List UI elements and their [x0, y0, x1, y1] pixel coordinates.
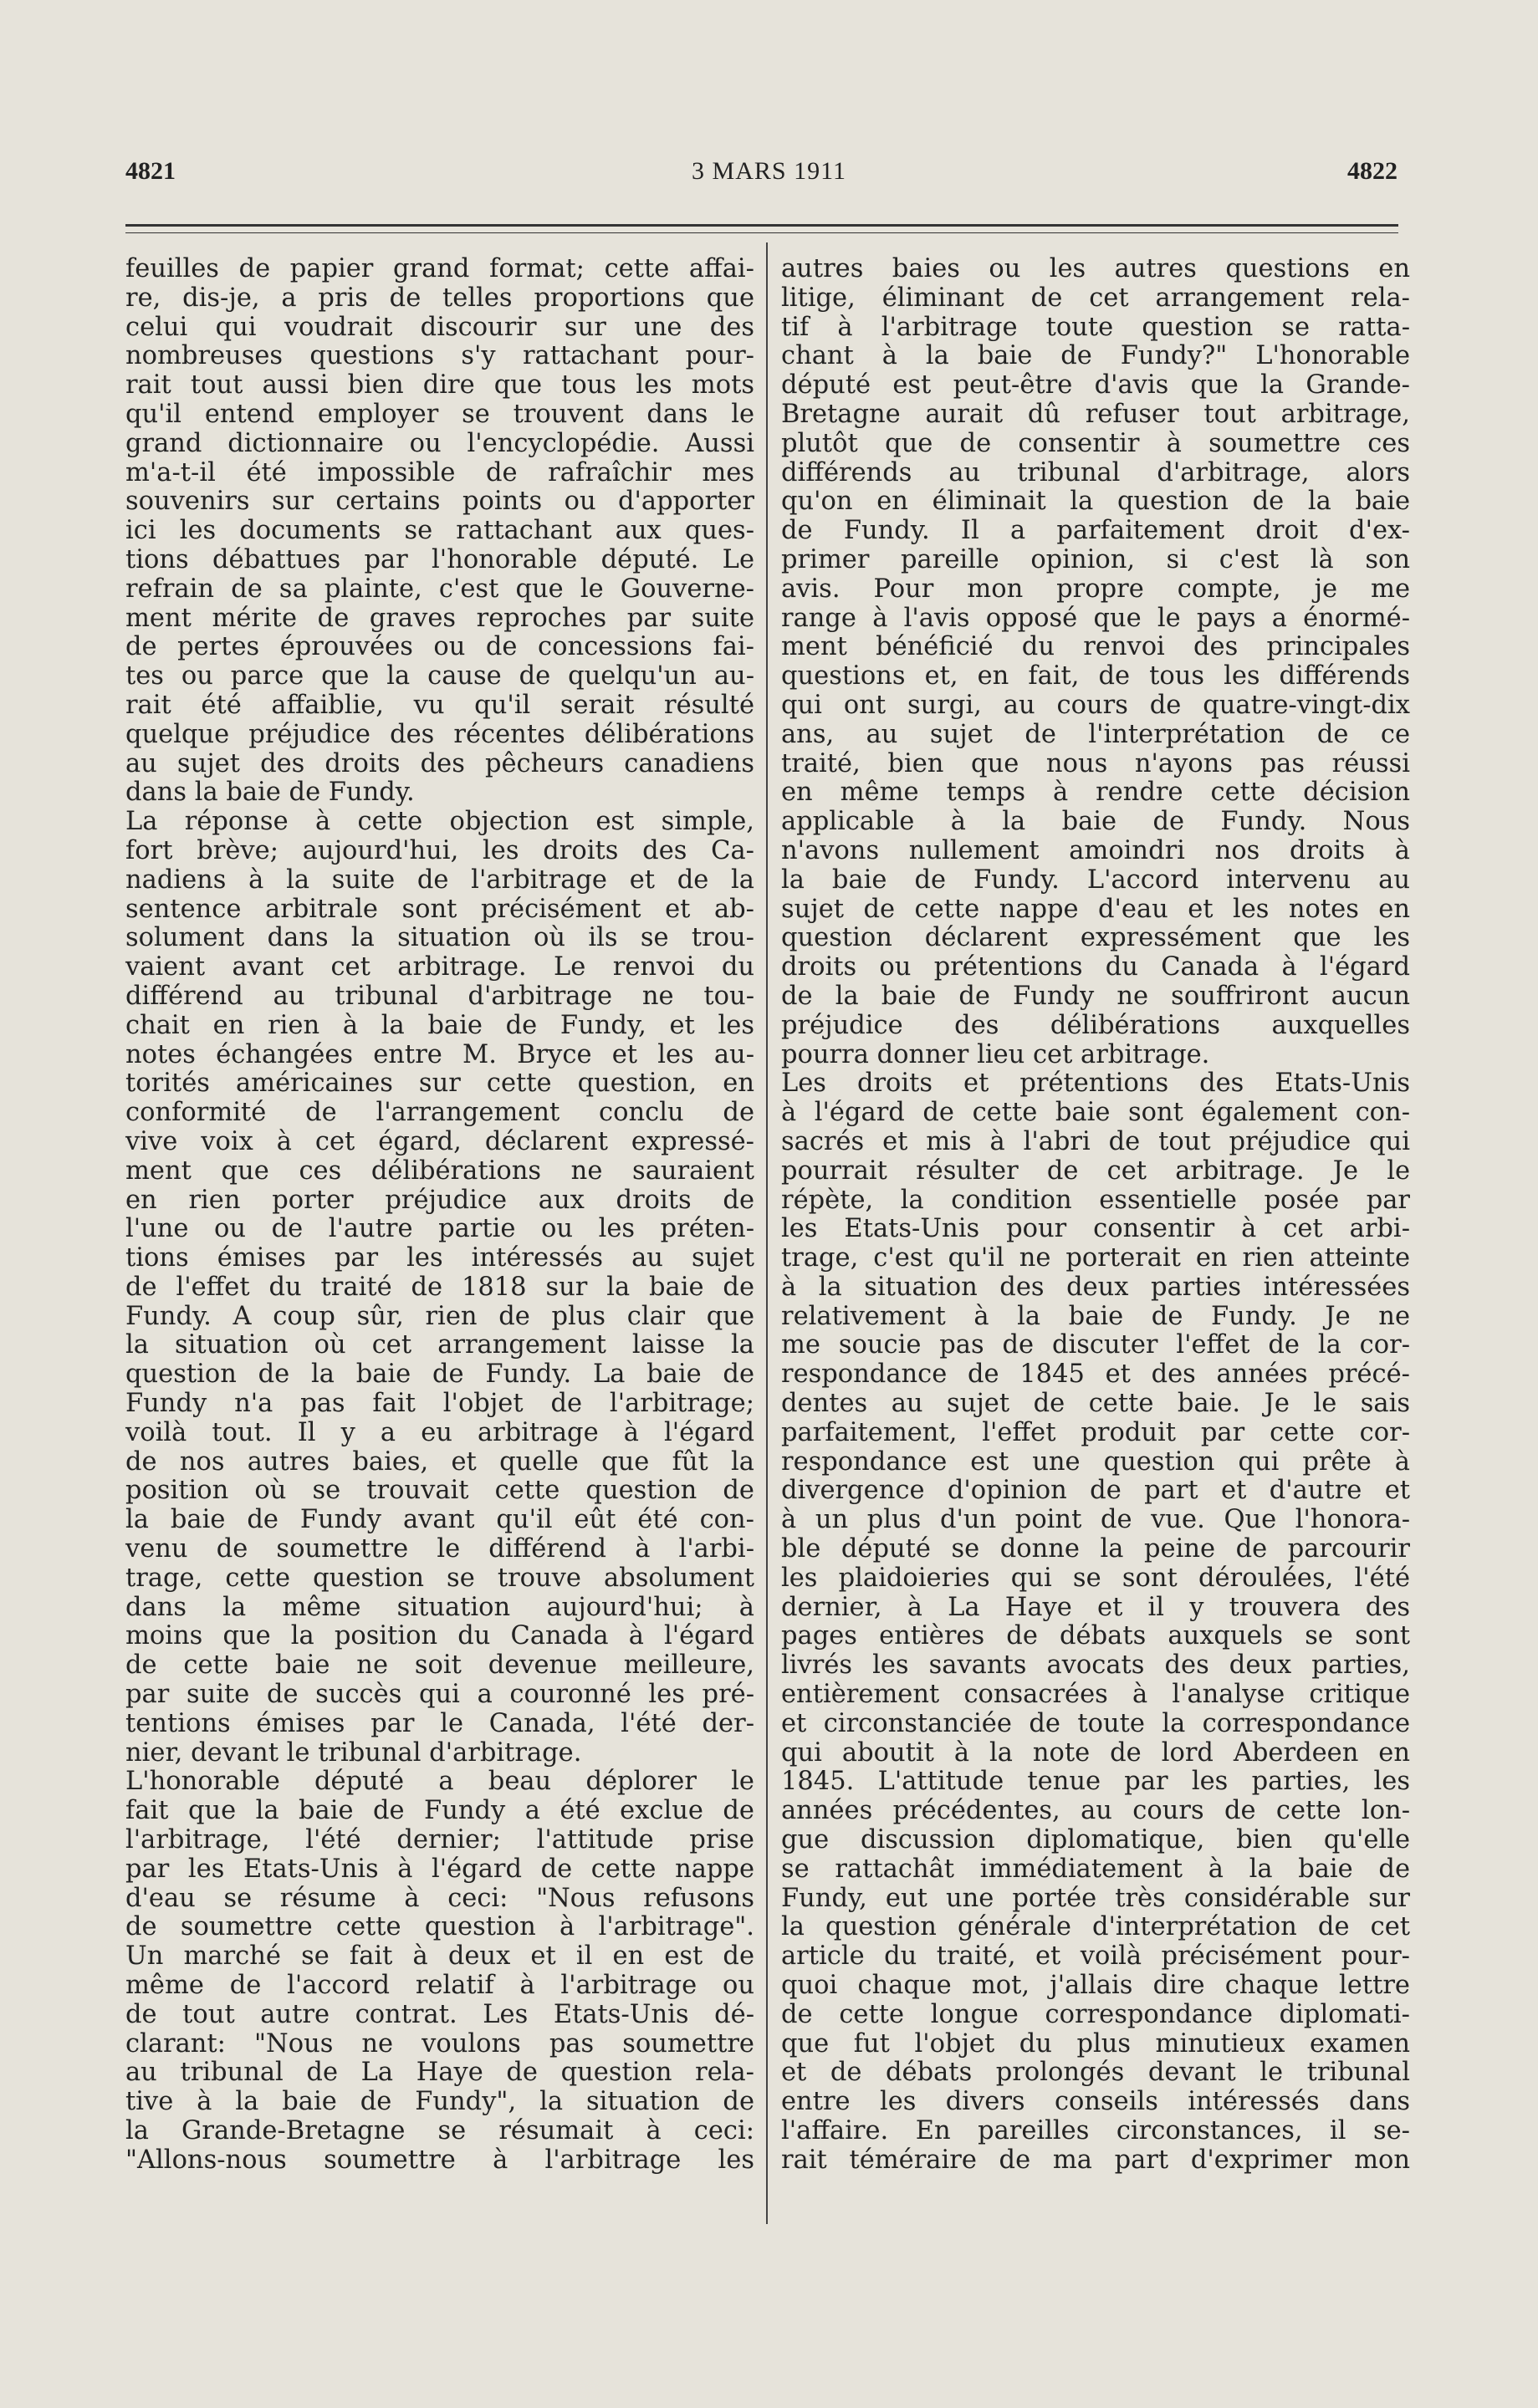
text-line: solument dans la situation où ils se trou-	[125, 923, 754, 953]
text-line: répète, la condition essentielle posée par	[781, 1185, 1410, 1215]
text-line: à l'égard de cette baie sont également con-	[781, 1098, 1410, 1128]
text-line: question de la baie de Fundy. La baie de	[125, 1360, 754, 1390]
text-line: rait téméraire de ma part d'exprimer mon	[781, 2145, 1410, 2175]
text-line: questions et, en fait, de tous les différends	[781, 661, 1410, 691]
text-line: qu'on en éliminait la question de la baie	[781, 487, 1410, 517]
text-line: de nos autres baies, et quelle que fût la	[125, 1446, 754, 1477]
text-line: la Grande-Bretagne se résumait à ceci:	[125, 2116, 754, 2145]
text-line: voilà tout. Il y a eu arbitrage à l'égard	[125, 1417, 754, 1447]
header-rule	[125, 224, 1398, 227]
text-line: Fundy. A coup sûr, rien de plus clair que	[125, 1301, 754, 1331]
text-line: de soumettre cette question à l'arbitrage".	[125, 1912, 754, 1942]
text-line: tive à la baie de Fundy", la situation de	[125, 2087, 754, 2117]
text-line: à un plus d'un point de vue. Que l'honora-	[781, 1505, 1410, 1535]
text-line: nier, devant le tribunal d'arbitrage.	[125, 1737, 582, 1768]
text-line: pages entières de débats auxquels se sont	[781, 1621, 1410, 1651]
text-line: tions émises par les intéressés au sujet	[125, 1243, 754, 1273]
text-line: entre les divers conseils intéressés dans	[781, 2087, 1410, 2117]
text-line: député est peut-être d'avis que la Grande-	[781, 370, 1410, 400]
text-line: tes ou parce que la cause de quelqu'un au-	[125, 661, 754, 691]
text-line: traité, bien que nous n'ayons pas réussi	[781, 748, 1410, 778]
text-line: range à l'avis opposé que le pays a énormé-	[781, 603, 1410, 633]
text-line: différends au tribunal d'arbitrage, alors	[781, 457, 1410, 487]
text-line: ment que ces délibérations ne sauraient	[125, 1156, 754, 1186]
text-line: torités américaines sur cette question, en	[125, 1069, 754, 1099]
text-line: pourra donner lieu cet arbitrage.	[781, 1039, 1210, 1069]
text-line: de Fundy. Il a parfaitement droit d'ex-	[781, 516, 1410, 546]
text-line: chant à la baie de Fundy?" L'honorable	[781, 341, 1410, 371]
text-line: de cette longue correspondance diplomati-	[781, 1999, 1410, 2029]
text-line: clarant: "Nous ne voulons pas soumettre	[125, 2028, 754, 2059]
text-line: de l'effet du traité de 1818 sur la baie de	[125, 1272, 754, 1302]
text-line: de cette baie ne soit devenue meilleure,	[125, 1650, 754, 1681]
text-line: que fut l'objet du plus minutieux examen	[781, 2028, 1410, 2059]
text-line: pourrait résulter de cet arbitrage. Je le	[781, 1156, 1410, 1186]
text-line: qui ont surgi, au cours de quatre-vingt-dix	[781, 690, 1410, 720]
text-line: souvenirs sur certains points ou d'apporter	[125, 487, 754, 517]
text-line: m'a-t-il été impossible de rafraîchir mes	[125, 457, 754, 487]
text-line: préjudice des délibérations auxquelles	[781, 1010, 1410, 1040]
text-line: par les Etats-Unis à l'égard de cette nappe	[125, 1854, 754, 1884]
text-line: rait été affaiblie, vu qu'il serait résulté	[125, 690, 754, 720]
text-line: gue discussion diplomatique, bien qu'elle	[781, 1825, 1410, 1855]
text-line: et de débats prolongés devant le tribunal	[781, 2058, 1410, 2088]
header-rule-thin	[125, 232, 1398, 233]
text-line: nombreuses questions s'y rattachant pour-	[125, 341, 754, 371]
text-line: vaient avant cet arbitrage. Le renvoi du	[125, 952, 754, 982]
text-line: les plaidoieries qui se sont déroulées, l'été	[781, 1563, 1410, 1593]
text-line: même de l'accord relatif à l'arbitrage ou	[125, 1971, 754, 2001]
text-line: celui qui voudrait discourir sur une des	[125, 312, 754, 342]
text-line: livrés les savants avocats des deux parties,	[781, 1650, 1410, 1681]
text-line: dentes au sujet de cette baie. Je le sais	[781, 1389, 1410, 1419]
text-line: l'arbitrage, l'été dernier; l'attitude prise	[125, 1825, 754, 1855]
text-line: grand dictionnaire ou l'encyclopédie. Aussi	[125, 428, 754, 458]
text-line: parfaitement, l'effet produit par cette cor-	[781, 1417, 1410, 1447]
text-line: sujet de cette nappe d'eau et les notes en	[781, 894, 1410, 924]
text-line: position où se trouvait cette question de	[125, 1476, 754, 1506]
text-line: tentions émises par le Canada, l'été der-	[125, 1708, 754, 1738]
text-line: L'honorable député a beau déplorer le	[125, 1767, 754, 1797]
text-line: différend au tribunal d'arbitrage ne tou-	[125, 981, 754, 1011]
text-line: quelque préjudice des récentes délibérations	[125, 719, 754, 749]
text-line: fort brève; aujourd'hui, les droits des Ca-	[125, 835, 754, 865]
text-line: trage, cette question se trouve absolument	[125, 1563, 754, 1593]
text-line: feuilles de papier grand format; cette affai-	[125, 254, 754, 283]
text-line: chait en rien à la baie de Fundy, et les	[125, 1010, 754, 1040]
text-line: autres baies ou les autres questions en	[781, 254, 1410, 283]
text-line: qui aboutit à la note de lord Aberdeen en	[781, 1737, 1410, 1768]
text-line: fait que la baie de Fundy a été exclue de	[125, 1796, 754, 1826]
text-line: trage, c'est qu'il ne porterait en rien atteinte	[781, 1243, 1410, 1273]
text-line: de tout autre contrat. Les Etats-Unis dé-	[125, 1999, 754, 2029]
text-line: ment mérite de graves reproches par suite	[125, 603, 754, 633]
column-divider	[766, 242, 768, 2224]
text-line: "Allons-nous soumettre à l'arbitrage les	[125, 2145, 754, 2175]
text-line: litige, éliminant de cet arrangement rela-	[781, 283, 1410, 313]
text-line: refrain de sa plainte, c'est que le Gouverne-	[125, 574, 754, 604]
text-line: au tribunal de La Haye de question rela-	[125, 2058, 754, 2088]
text-line: entièrement consacrées à l'analyse critique	[781, 1680, 1410, 1710]
text-line: la baie de Fundy avant qu'il eût été con-	[125, 1505, 754, 1535]
text-line: primer pareille opinion, si c'est là son	[781, 544, 1410, 574]
text-line: rait tout aussi bien dire que tous les mots	[125, 370, 754, 400]
text-line: respondance est une question qui prête à	[781, 1446, 1410, 1477]
text-line: l'une ou de l'autre partie ou les préten-	[125, 1214, 754, 1244]
text-line: Fundy, eut une portée très considérable sur	[781, 1883, 1410, 1913]
text-line: par suite de succès qui a couronné les pré-	[125, 1680, 754, 1710]
text-line: et circonstanciée de toute la correspondance	[781, 1708, 1410, 1738]
text-line: relativement à la baie de Fundy. Je ne	[781, 1301, 1410, 1331]
text-line: la situation où cet arrangement laisse la	[125, 1330, 754, 1360]
text-line: en même temps à rendre cette décision	[781, 778, 1410, 808]
text-line: de la baie de Fundy ne souffriront aucun	[781, 981, 1410, 1011]
text-line: à la situation des deux parties intéressées	[781, 1272, 1410, 1302]
text-line: qu'il entend employer se trouvent dans le	[125, 399, 754, 429]
text-line: en rien porter préjudice aux droits de	[125, 1185, 754, 1215]
text-line: dernier, à La Haye et il y trouvera des	[781, 1592, 1410, 1622]
text-line: respondance de 1845 et des années précé-	[781, 1360, 1410, 1390]
text-line: Les droits et prétentions des Etats-Unis	[781, 1069, 1410, 1099]
text-line: n'avons nullement amoindri nos droits à	[781, 835, 1410, 865]
right-column	[781, 255, 1410, 2176]
text-line: années précédentes, au cours de cette lon-	[781, 1796, 1410, 1826]
text-line: 1845. L'attitude tenue par les parties, les	[781, 1767, 1410, 1797]
text-line: ble député se donne la peine de parcourir	[781, 1534, 1410, 1564]
text-line: La réponse à cette objection est simple,	[125, 807, 754, 837]
text-line: tif à l'arbitrage toute question se ratta-	[781, 312, 1410, 342]
text-line: Un marché se fait à deux et il en est de	[125, 1941, 754, 1972]
text-line: ici les documents se rattachant aux ques-	[125, 516, 754, 546]
text-line: me soucie pas de discuter l'effet de la cor-	[781, 1330, 1410, 1360]
text-line: conformité de l'arrangement conclu de	[125, 1098, 754, 1128]
text-line: venu de soumettre le différend à l'arbi-	[125, 1534, 754, 1564]
text-line: droits ou prétentions du Canada à l'égard	[781, 952, 1410, 982]
text-line: avis. Pour mon propre compte, je me	[781, 574, 1410, 604]
text-line: l'affaire. En pareilles circonstances, il se-	[781, 2116, 1410, 2145]
text-line: les Etats-Unis pour consentir à cet arbi-	[781, 1214, 1410, 1244]
text-line: la question générale d'interprétation de cet	[781, 1912, 1410, 1942]
text-line: question déclarent expressément que les	[781, 923, 1410, 953]
text-line: nadiens à la suite de l'arbitrage et de la	[125, 865, 754, 895]
page-number-right: 4822	[1347, 157, 1397, 185]
page-number-left: 4821	[125, 157, 176, 185]
text-line: sacrés et mis à l'abri de tout préjudice qui	[781, 1126, 1410, 1156]
text-line: ment bénéficié du renvoi des principales	[781, 632, 1410, 662]
text-line: de pertes éprouvées ou de concessions fai-	[125, 632, 754, 662]
page-date: 3 MARS 1911	[692, 157, 846, 185]
text-line: d'eau se résume à ceci: "Nous refusons	[125, 1883, 754, 1913]
left-column	[125, 255, 754, 2176]
text-line: se rattachât immédiatement à la baie de	[781, 1854, 1410, 1884]
text-line: plutôt que de consentir à soumettre ces	[781, 428, 1410, 458]
text-line: divergence d'opinion de part et d'autre et	[781, 1476, 1410, 1506]
text-line: dans la baie de Fundy.	[125, 778, 415, 808]
text-line: sentence arbitrale sont précisément et ab-	[125, 894, 754, 924]
text-line: re, dis-je, a pris de telles proportions que	[125, 283, 754, 313]
text-line: notes échangées entre M. Bryce et les au-	[125, 1039, 754, 1069]
text-line: quoi chaque mot, j'allais dire chaque lettre	[781, 1971, 1410, 2001]
text-line: la baie de Fundy. L'accord intervenu au	[781, 865, 1410, 895]
text-line: article du traité, et voilà précisément pour-	[781, 1941, 1410, 1972]
text-line: Fundy n'a pas fait l'objet de l'arbitrage;	[125, 1389, 754, 1419]
text-line: au sujet des droits des pêcheurs canadiens	[125, 748, 754, 778]
text-line: Bretagne aurait dû refuser tout arbitrage,	[781, 399, 1410, 429]
text-line: moins que la position du Canada à l'égard	[125, 1621, 754, 1651]
text-line: vive voix à cet égard, déclarent expressé-	[125, 1126, 754, 1156]
text-line: applicable à la baie de Fundy. Nous	[781, 807, 1410, 837]
text-line: ans, au sujet de l'interprétation de ce	[781, 719, 1410, 749]
text-line: tions débattues par l'honorable député. Le	[125, 544, 754, 574]
text-line: dans la même situation aujourd'hui; à	[125, 1592, 754, 1622]
